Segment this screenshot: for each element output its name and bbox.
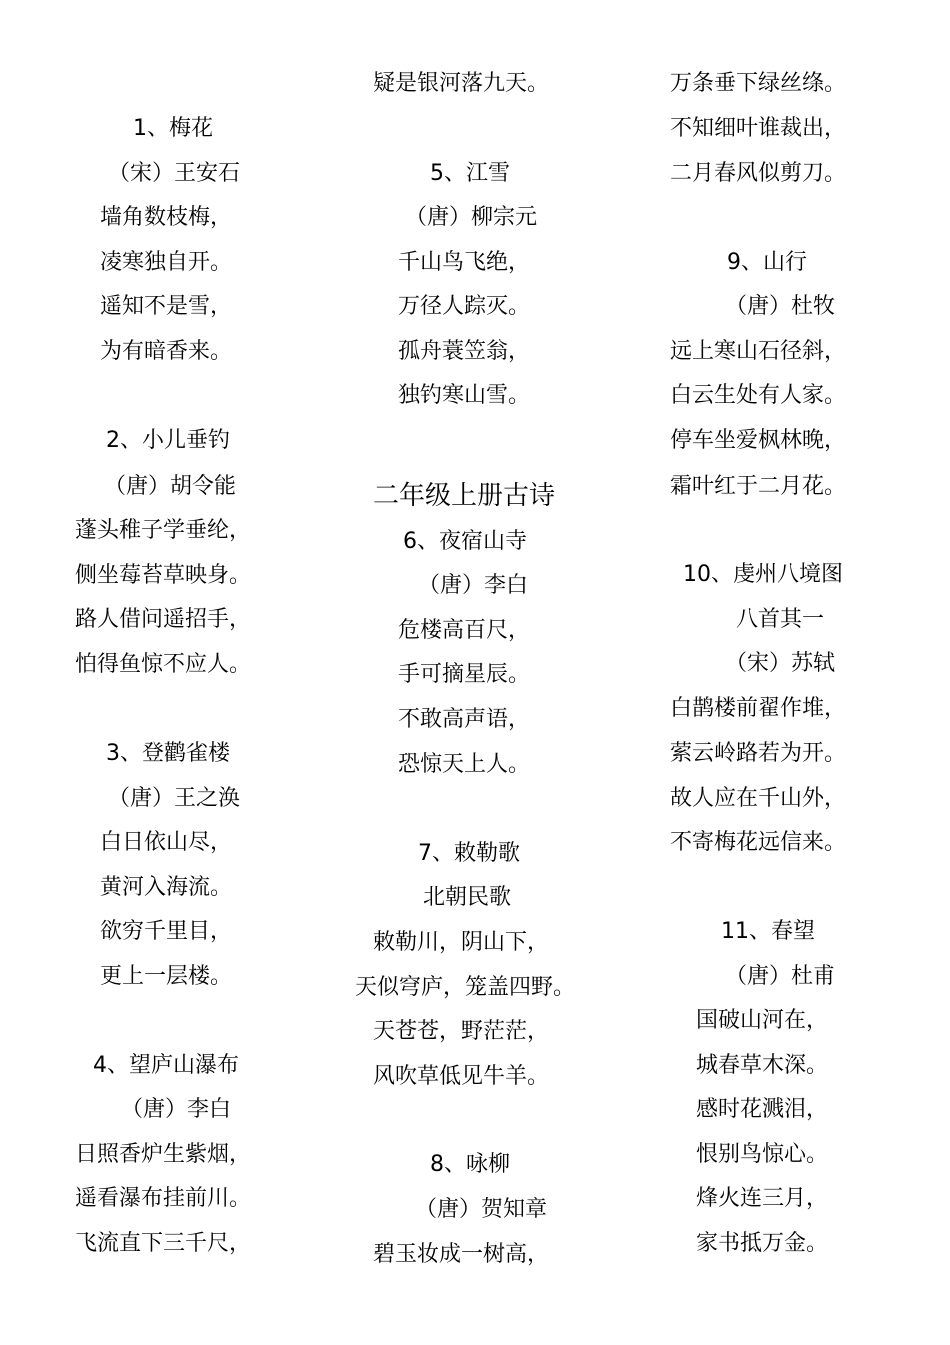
poem-author: （宋）王安石	[108, 161, 241, 186]
poem-line: 为有暗香来。	[100, 339, 233, 364]
poem-line: 天苍苍，野茫茫，	[373, 1019, 550, 1044]
poem-line: 千山鸟飞绝，	[398, 250, 531, 275]
poem-line: 敕勒川，阴山下，	[373, 930, 550, 955]
poem-subtitle: 八首其一	[736, 607, 825, 632]
poem-title-wanglushanpubu: 4、望庐山瀑布	[93, 1053, 239, 1078]
poem-author: （唐）柳宗元	[405, 205, 538, 230]
poem-title-yesushansi: 6、夜宿山寺	[403, 529, 527, 554]
poem-line: 危楼高百尺，	[398, 618, 531, 643]
poem-line: 万径人踪灭。	[398, 294, 531, 319]
poem-line: 远上寒山石径斜，	[670, 339, 847, 364]
poem-line: 国破山河在，	[696, 1008, 829, 1033]
poem-author: （唐）李白	[121, 1097, 232, 1122]
poem-line: 白日依山尽，	[100, 830, 233, 855]
poem-title-qianzhoubajingtu: 10、虔州八境图	[683, 562, 843, 587]
poem-line: 二月春风似剪刀。	[670, 161, 847, 186]
poem-author: （唐）李白	[418, 573, 529, 598]
poem-line: 疑是银河落九天。	[373, 71, 550, 96]
poem-author: （唐）胡令能	[104, 474, 237, 499]
poem-line: 怕得鱼惊不应人。	[75, 652, 252, 677]
poem-title-xiaoerchuidiao: 2、小儿垂钓	[106, 428, 230, 453]
poem-line: 独钓寒山雪。	[398, 383, 531, 408]
poem-line: 蓬头稚子学垂纶，	[75, 518, 252, 543]
poem-line: 墙角数枝梅，	[100, 205, 233, 230]
poem-author: （唐）杜牧	[725, 294, 836, 319]
poem-author: （唐）杜甫	[725, 964, 836, 989]
poem-line: 凌寒独自开。	[100, 250, 233, 275]
poem-line: 侧坐莓苔草映身。	[75, 563, 252, 588]
poem-line: 黄河入海流。	[100, 875, 233, 900]
poem-line: 风吹草低见牛羊。	[373, 1064, 550, 1089]
poem-line: 城春草木深。	[696, 1053, 829, 1078]
poem-line: 更上一层楼。	[100, 964, 233, 989]
poem-line: 萦云岭路若为开。	[670, 741, 847, 766]
poem-author: （唐）王之涣	[108, 786, 241, 811]
poem-title-yongliu: 8、咏柳	[430, 1152, 510, 1177]
poem-line: 霜叶红于二月花。	[670, 474, 847, 499]
poem-title-chilege: 7、敕勒歌	[418, 841, 520, 866]
poem-line: 家书抵万金。	[696, 1231, 829, 1256]
section-heading: 二年级上册古诗	[373, 481, 556, 511]
poem-author: （宋）苏轼	[725, 651, 836, 676]
poem-line: 万条垂下绿丝绦。	[670, 71, 847, 96]
poem-line: 感时花溅泪，	[696, 1097, 829, 1122]
poem-author: （唐）贺知章	[415, 1197, 548, 1222]
poem-title-chunwang: 11、春望	[721, 919, 815, 944]
poem-line: 恐惊天上人。	[398, 752, 531, 777]
poem-line: 不知细叶谁裁出，	[670, 116, 847, 141]
poem-title-dengguanquelou: 3、登鹳雀楼	[106, 741, 230, 766]
poem-line: 欲穷千里目，	[100, 919, 233, 944]
poem-line: 停车坐爱枫林晚，	[670, 428, 847, 453]
poem-line: 不敢高声语，	[398, 707, 531, 732]
poem-line: 路人借问遥招手，	[75, 607, 252, 632]
poem-line: 故人应在千山外，	[670, 786, 847, 811]
poem-title-jiangxue: 5、江雪	[430, 161, 510, 186]
poem-line: 恨别鸟惊心。	[696, 1142, 829, 1167]
poem-author: 北朝民歌	[423, 885, 512, 910]
poem-line: 孤舟蓑笠翁，	[398, 339, 531, 364]
poem-line: 天似穹庐，笼盖四野。	[355, 975, 576, 1000]
poem-line: 遥看瀑布挂前川。	[75, 1186, 252, 1211]
poem-title-meihua: 1、梅花	[133, 116, 213, 141]
poem-line: 手可摘星辰。	[398, 662, 531, 687]
poem-line: 日照香炉生紫烟，	[75, 1142, 252, 1167]
poem-line: 不寄梅花远信来。	[670, 830, 847, 855]
poem-line: 遥知不是雪，	[100, 294, 233, 319]
poem-line: 烽火连三月，	[696, 1186, 829, 1211]
poem-title-shanxing: 9、山行	[727, 250, 807, 275]
poem-line: 白鹊楼前翟作堆，	[670, 696, 847, 721]
poem-line: 白云生处有人家。	[670, 383, 847, 408]
poem-line: 碧玉妆成一树高，	[373, 1242, 550, 1267]
poem-line: 飞流直下三千尺，	[75, 1231, 252, 1256]
